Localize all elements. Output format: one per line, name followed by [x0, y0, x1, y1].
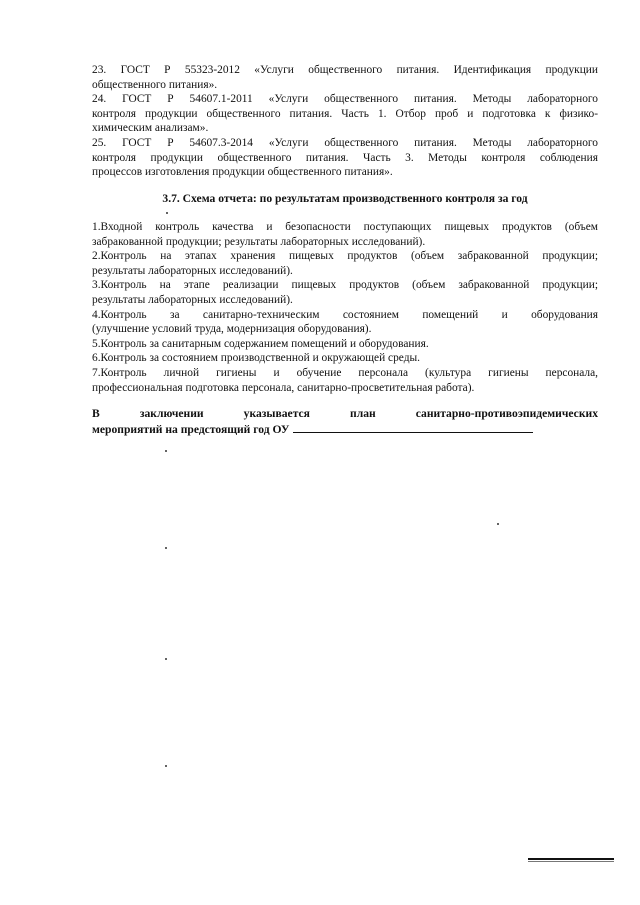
conclusion-line-1: В заключении указывается план санитарно-противоэпидемических	[92, 407, 598, 420]
control-item-1	[92, 220, 598, 249]
reference-item-line: 25. ГОСТ Р 54607.3-2014 «Услуги общественного питания. Методы лабораторного	[92, 136, 598, 149]
control-item-line: 1.Входной контроль качества и безопасности поступающих пищевых продуктов (объем	[92, 221, 598, 233]
blank-fill-line	[293, 421, 533, 433]
scan-speck	[165, 547, 167, 549]
control-item-6	[92, 351, 598, 366]
reference-item-2	[92, 92, 598, 136]
control-item-line: 2.Контроль на этапах хранения пищевых продуктов (объем забракованной продукции;	[92, 250, 598, 263]
control-item-line: 6.Контроль за состоянием производственной и окружающей среды.	[92, 352, 420, 365]
reference-item-line: процессов изготовления продукции общественного питания».	[92, 166, 393, 179]
control-item-line: результаты лабораторных исследований).	[92, 293, 293, 306]
reference-list	[92, 63, 598, 180]
scan-speck	[166, 212, 168, 214]
reference-item-line: контроля продукции общественного питания. Часть 1. Отбор проб и подготовка к физико-	[92, 107, 598, 120]
control-item-line: (улучшение условий труда, модернизация оборудования).	[92, 323, 372, 336]
control-item-line: 4.Контроль за санитарно-техническим состоянием помещений и оборудования	[92, 308, 598, 321]
conclusion-paragraph	[92, 406, 598, 437]
scan-speck	[165, 450, 167, 452]
reference-item-line: контроля продукции общественного питания. Часть 3. Методы контроля соблюдения	[92, 151, 598, 164]
control-item-3	[92, 278, 598, 307]
conclusion-line-2-text: мероприятий на предстоящий год ОУ	[92, 423, 290, 436]
scan-speck	[165, 765, 167, 767]
reference-item-1	[92, 63, 598, 92]
control-item-line: забракованной продукции; результаты лабораторных исследований).	[92, 235, 426, 248]
reference-item-line: химическим анализам».	[92, 122, 209, 135]
scan-speck	[165, 658, 167, 660]
control-item-line: 5.Контроль за санитарным содержанием помещений и оборудования.	[92, 337, 429, 350]
scan-speck	[497, 523, 499, 525]
reference-item-line: общественного питания».	[92, 78, 218, 91]
section-heading: 3.7. Схема отчета: по результатам производственного контроля за год	[162, 192, 528, 205]
reference-item-line: 24. ГОСТ Р 54607.1-2011 «Услуги общественного питания. Методы лабораторного	[92, 93, 598, 106]
footer-rule-shadow	[528, 861, 614, 862]
footer-rule	[528, 858, 614, 860]
conclusion-line-2	[92, 421, 598, 437]
control-item-7	[92, 366, 598, 395]
control-item-5	[92, 337, 598, 352]
control-items-list	[92, 220, 598, 395]
reference-item-line: 23. ГОСТ Р 55323-2012 «Услуги общественного питания. Идентификация продукции	[92, 64, 598, 76]
control-item-line: 3.Контроль на этапе реализации пищевых продуктов (объем забракованной продукции;	[92, 279, 598, 292]
control-item-line: профессиональная подготовка персонала, санитарно-просветительная работа).	[92, 381, 475, 394]
control-item-line: 7.Контроль личной гигиены и обучение персонала (культура гигиены персонала,	[92, 366, 598, 379]
control-item-line: результаты лабораторных исследований).	[92, 264, 293, 277]
control-item-2	[92, 249, 598, 278]
reference-item-3	[92, 136, 598, 180]
control-item-4	[92, 308, 598, 337]
